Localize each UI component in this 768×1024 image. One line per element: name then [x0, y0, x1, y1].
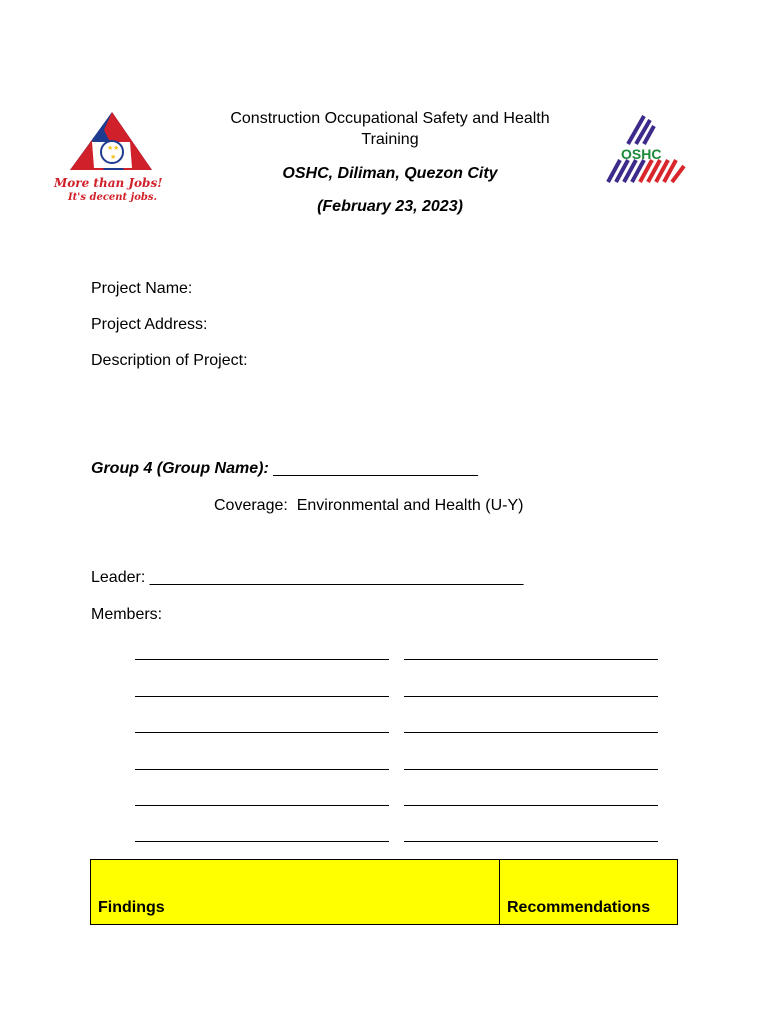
- training-date: (February 23, 2023): [317, 198, 463, 215]
- training-venue: OSHC, Diliman, Quezon City: [282, 165, 498, 182]
- project-address-label: Project Address:: [91, 316, 208, 333]
- member-blank-line[interactable]: [404, 805, 658, 806]
- recommendations-header: Recommendations: [507, 899, 651, 916]
- leader-label: Leader:: [91, 569, 146, 586]
- coverage-text: Coverage: Environmental and Health (U-Y): [214, 497, 524, 514]
- svg-text:★: ★: [113, 144, 120, 152]
- member-blank-line[interactable]: [135, 769, 389, 770]
- member-blank-line[interactable]: [135, 732, 389, 733]
- group-line: [91, 460, 478, 478]
- training-title-line-1: Construction Occupational Safety and Health: [230, 110, 550, 127]
- findings-header: Findings: [98, 899, 165, 916]
- member-blank-line[interactable]: [404, 769, 658, 770]
- recommendations-header-cell: [500, 860, 677, 924]
- member-blank-line[interactable]: [404, 732, 658, 733]
- member-blank-line[interactable]: [135, 696, 389, 697]
- training-title-line-2: Training: [361, 131, 419, 148]
- member-blank-line[interactable]: [404, 841, 658, 842]
- dole-tagline-2: It's decent jobs.: [68, 192, 158, 203]
- member-blank-line[interactable]: [404, 659, 658, 660]
- project-description-label: Description of Project:: [91, 352, 248, 369]
- document-header: [200, 108, 580, 216]
- project-name-label: Project Name:: [91, 280, 193, 297]
- leader-line: [91, 569, 523, 587]
- members-label: Members:: [91, 606, 163, 623]
- findings-header-cell: [91, 860, 500, 924]
- member-blank-line[interactable]: [404, 696, 658, 697]
- group-name-blank[interactable]: _______________________: [273, 460, 478, 477]
- member-blank-line[interactable]: [135, 659, 389, 660]
- group-label: Group 4 (Group Name):: [91, 460, 269, 477]
- oshc-logo: [600, 108, 692, 188]
- svg-text:★: ★: [110, 153, 117, 161]
- findings-table-header: [90, 859, 678, 925]
- dole-logo: [52, 108, 172, 216]
- oshc-logo-text: OSHC: [621, 146, 662, 162]
- leader-blank[interactable]: __________________________________________: [149, 569, 524, 586]
- svg-text:★: ★: [107, 144, 114, 152]
- dole-tagline-1: More than Jobs!: [54, 176, 163, 190]
- member-blank-line[interactable]: [135, 841, 389, 842]
- member-blank-line[interactable]: [135, 805, 389, 806]
